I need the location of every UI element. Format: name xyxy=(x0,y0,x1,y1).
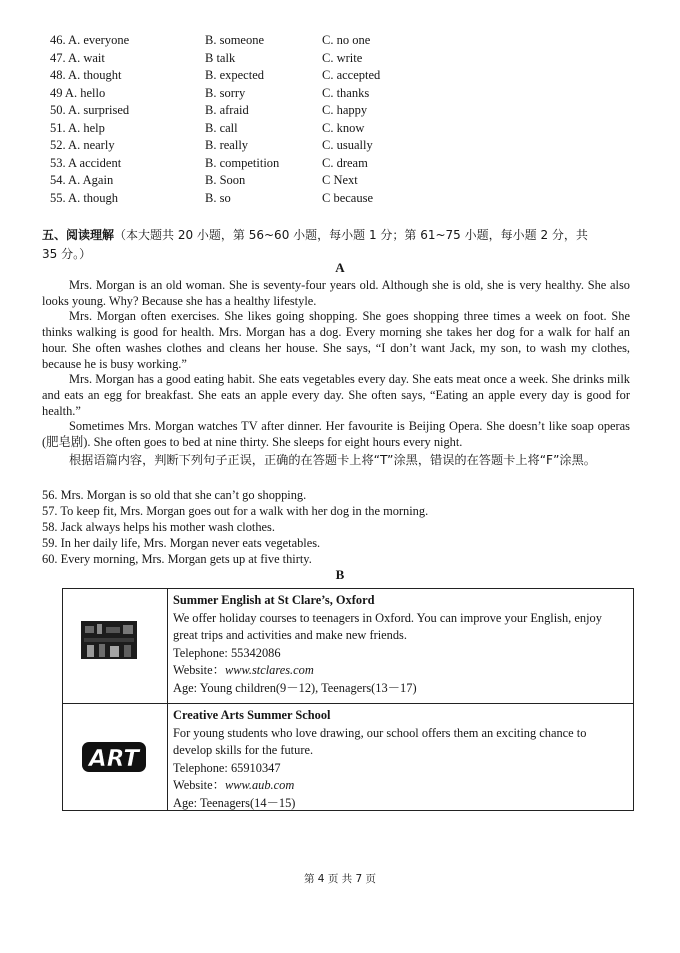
question-59: 59. In her daily life, Mrs. Morgan never eats vegetables. xyxy=(42,536,321,550)
ad-description: We offer holiday courses to teenagers in Oxford. You can improve your English, enjoy great trips and activities and make new friends. xyxy=(173,610,602,643)
website-label: Website： xyxy=(173,778,225,793)
option-a: 50. A. surprised xyxy=(50,103,130,117)
ad-content xyxy=(173,592,628,698)
option-a: 49 A. hello xyxy=(50,85,106,100)
section-heading xyxy=(42,226,642,264)
paragraph: Sometimes Mrs. Morgan watches TV after dinner. Her favourite is Beijing Opera. She doesn’t like soap operas (肥皂剧). She often goes to bed at nine thirty. She sleeps for eight hours every night. xyxy=(42,419,630,450)
ad-website xyxy=(173,662,628,680)
option-b: B. sorry xyxy=(205,85,246,100)
passage-a-label: A xyxy=(335,260,345,275)
option-c: C. write xyxy=(322,50,363,65)
option-c: C. know xyxy=(322,120,365,135)
choice-row xyxy=(0,85,680,102)
section-note: （本大题共 20 小题，第 56~60 小题，每小题 1 分；第 61~75 小题，每小题 2 分，共 xyxy=(114,228,588,242)
option-a: 54. A. Again xyxy=(50,173,114,187)
question-57: 57. To keep fit, Mrs. Morgan goes out for a walk with her dog in the morning. xyxy=(42,504,429,518)
section-note-cont: 35 分。） xyxy=(42,247,92,261)
option-c: C. accepted xyxy=(322,68,381,82)
choice-row xyxy=(0,120,680,137)
photo-icon xyxy=(81,621,137,659)
option-c: C. no one xyxy=(322,33,371,47)
ad-age: Age: Teenagers(14－15) xyxy=(173,795,296,810)
choice-row xyxy=(0,50,680,67)
choice-row xyxy=(0,102,680,119)
question-58: 58. Jack always helps his mother wash clothes. xyxy=(42,520,275,534)
option-b: B. expected xyxy=(205,68,265,82)
question-56: 56. Mrs. Morgan is so old that she can’t go shopping. xyxy=(42,488,307,502)
option-c: C. dream xyxy=(322,155,368,170)
option-a: 46. A. everyone xyxy=(50,33,130,47)
paragraph: Mrs. Morgan is an old woman. She is seventy-four years old. Although she is old, she is very healthy. She also looks young. Why? Because she has a healthy lifestyle. xyxy=(42,278,630,308)
option-c: C Next xyxy=(322,173,358,187)
question-60: 60. Every morning, Mrs. Morgan gets up at five thirty. xyxy=(42,552,312,566)
option-b: B. so xyxy=(205,190,231,205)
option-b: B talk xyxy=(205,50,236,65)
ad-age: Age: Young children(9－12), Teenagers(13－17) xyxy=(173,680,417,695)
paragraph: Mrs. Morgan often exercises. She likes going shopping. She goes shopping three times a week on foot. She thinks walking is good for health. Mrs. Morgan has a dog. Every morning she takes her dog for a walk for half an hour. She often washes clothes and cleans her house. She says, “I don’t want Jack, my son, to wash my clothes, because he is busy working.” xyxy=(42,309,630,371)
option-c: C because xyxy=(322,190,374,205)
true-false-instruction: 根据语篇内容，判断下列句子正误，正确的在答题卡上将“T”涂黑，错误的在答题卡上将“F”涂黑。 xyxy=(69,453,596,467)
choice-row xyxy=(0,32,680,49)
website-url: www.aub.com xyxy=(225,778,295,793)
option-b: B. Soon xyxy=(205,173,246,187)
ad-telephone: Telephone: 65910347 xyxy=(173,760,281,775)
art-logo-text: ART xyxy=(88,746,140,772)
ad-content xyxy=(173,707,628,813)
choice-row xyxy=(0,155,680,172)
option-a: 53. A accident xyxy=(50,155,122,170)
passage-a-text xyxy=(42,278,630,451)
option-b: B. someone xyxy=(205,33,265,47)
page-number: 第 4 页 共 7 页 xyxy=(303,873,377,885)
choice-row xyxy=(0,137,680,154)
option-c: C. usually xyxy=(322,138,373,152)
option-b: B. call xyxy=(205,120,238,135)
ads-table xyxy=(62,588,634,811)
option-a: 47. A. wait xyxy=(50,50,105,65)
ad-image-cell xyxy=(63,704,168,810)
passage-b-label: B xyxy=(335,567,345,582)
ad-website xyxy=(173,777,628,795)
option-b: B. afraid xyxy=(205,103,249,117)
section-title: 五、阅读理解 xyxy=(42,228,115,242)
option-a: 51. A. help xyxy=(50,120,105,135)
option-b: B. really xyxy=(205,138,249,152)
website-url: www.stclares.com xyxy=(225,663,314,678)
ad-title: Creative Arts Summer School xyxy=(173,708,331,722)
website-label: Website： xyxy=(173,663,225,678)
option-c: C. thanks xyxy=(322,85,370,100)
option-a: 52. A. nearly xyxy=(50,138,115,152)
ad-row-arts xyxy=(63,704,633,810)
ad-description: For young students who love drawing, our school offers them an exciting chance to develop skills for the future. xyxy=(173,725,587,758)
ad-row-english xyxy=(63,589,633,704)
paragraph: Mrs. Morgan has a good eating habit. She eats vegetables every day. She eats meat once a week. She drinks milk and eats an egg for breakfast. She eats an apple every day. She often says, “Eating an apple every day is good for health.” xyxy=(42,372,630,418)
art-logo-icon xyxy=(81,739,147,775)
option-a: 55. A. though xyxy=(50,190,119,205)
ad-title: Summer English at St Clare’s, Oxford xyxy=(173,593,375,607)
option-b: B. competition xyxy=(205,155,280,170)
option-a: 48. A. thought xyxy=(50,68,122,82)
ad-image-cell xyxy=(63,589,168,703)
ad-telephone: Telephone: 55342086 xyxy=(173,645,281,660)
choice-row xyxy=(0,190,680,207)
choice-row xyxy=(0,172,680,189)
choice-row xyxy=(0,67,680,84)
option-c: C. happy xyxy=(322,103,368,117)
